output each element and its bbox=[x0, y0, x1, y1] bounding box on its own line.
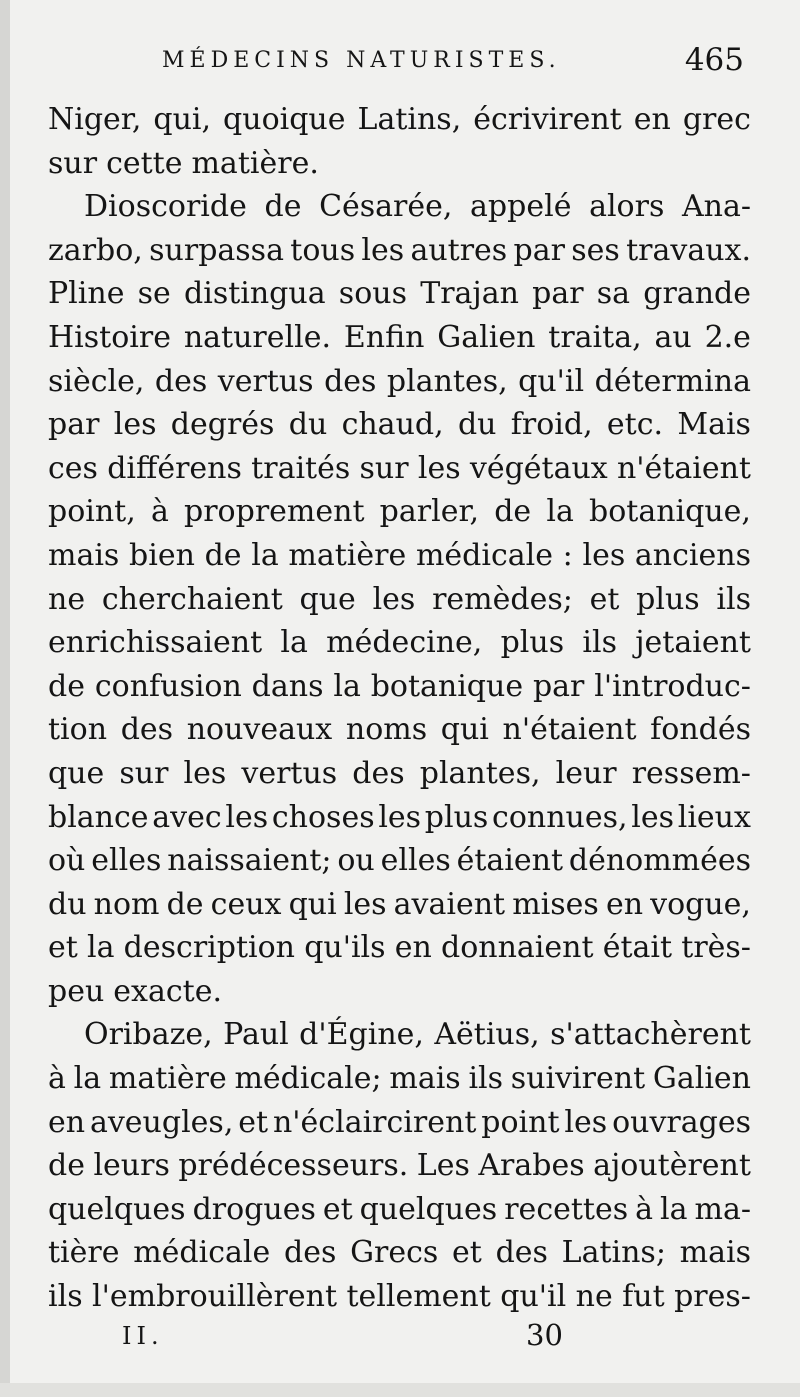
page-left-shadow bbox=[0, 0, 10, 1397]
word: l'introduc- bbox=[594, 668, 751, 704]
word: ses bbox=[571, 232, 620, 268]
word: Dioscoride bbox=[84, 189, 247, 225]
word: peu bbox=[48, 973, 105, 1009]
word: fut bbox=[622, 1279, 665, 1315]
word: sous bbox=[338, 276, 407, 312]
word: sur bbox=[359, 450, 409, 486]
word: Latins, bbox=[357, 102, 462, 137]
word: les bbox=[183, 755, 227, 791]
signature-mark: II. bbox=[122, 1322, 164, 1350]
word: botanique bbox=[370, 668, 524, 704]
word: travaux. bbox=[626, 232, 751, 268]
word: à bbox=[48, 1061, 66, 1097]
text-line bbox=[48, 883, 751, 927]
word: 2.e bbox=[704, 319, 751, 355]
word: lieux bbox=[677, 799, 751, 835]
word: qu'il bbox=[518, 363, 585, 399]
word: distingua bbox=[184, 276, 326, 312]
word: botanique, bbox=[589, 494, 751, 530]
word: dénommées bbox=[568, 843, 751, 879]
word: des bbox=[495, 1235, 548, 1271]
word: la bbox=[251, 537, 279, 573]
word: surpassa bbox=[149, 232, 284, 268]
word: point, bbox=[48, 494, 136, 530]
word: recettes bbox=[504, 1191, 629, 1227]
word: ces bbox=[48, 450, 98, 486]
word: du bbox=[457, 407, 497, 443]
word: ajoutèrent bbox=[593, 1148, 751, 1184]
word: de bbox=[264, 189, 302, 225]
page-bottom-margin bbox=[0, 1383, 800, 1397]
word: écrivirent bbox=[473, 102, 622, 137]
word: leur bbox=[555, 755, 617, 791]
word: différens bbox=[107, 450, 242, 486]
word: des bbox=[283, 1235, 337, 1271]
word: degrés bbox=[170, 407, 275, 443]
word: mais bbox=[679, 1235, 751, 1271]
page-footer bbox=[122, 1318, 592, 1362]
word: les bbox=[417, 450, 461, 486]
word: du bbox=[48, 886, 87, 922]
word: ou bbox=[337, 843, 375, 879]
word: n'étaient bbox=[616, 450, 751, 486]
word: d'Égine, bbox=[299, 1017, 424, 1053]
word: aveugles, bbox=[89, 1104, 234, 1140]
word: la bbox=[280, 625, 308, 661]
text-line bbox=[48, 1275, 751, 1319]
word: siècle, bbox=[48, 363, 145, 399]
text-line bbox=[48, 839, 751, 883]
word: les bbox=[631, 799, 674, 835]
word: les bbox=[343, 886, 387, 922]
word: vertus bbox=[241, 755, 338, 791]
word: Latins; bbox=[561, 1235, 666, 1271]
word: et bbox=[322, 1191, 353, 1227]
word: quelques bbox=[359, 1191, 498, 1227]
word: tous bbox=[290, 232, 356, 268]
text-line bbox=[48, 578, 751, 622]
word: plus bbox=[500, 625, 565, 661]
word: bien bbox=[129, 537, 195, 573]
word: donnaient bbox=[441, 930, 594, 966]
word: matière. bbox=[191, 145, 319, 181]
word: naturelle. bbox=[183, 319, 331, 355]
text-line bbox=[48, 708, 751, 752]
word: de bbox=[204, 537, 242, 573]
word: Les bbox=[416, 1148, 470, 1184]
word: avec bbox=[152, 799, 222, 835]
sheet-number: 30 bbox=[526, 1318, 563, 1352]
word: vertus bbox=[217, 363, 314, 399]
text-line bbox=[48, 752, 751, 796]
word: de bbox=[166, 886, 204, 922]
word: plus bbox=[424, 799, 489, 835]
word: grande bbox=[643, 276, 751, 312]
text-line bbox=[48, 621, 751, 665]
word: description bbox=[123, 930, 295, 966]
text-line bbox=[48, 970, 751, 1014]
word: s'attachèrent bbox=[550, 1017, 751, 1053]
word: la bbox=[73, 1061, 102, 1097]
text-line bbox=[48, 1231, 751, 1275]
word: : bbox=[562, 537, 573, 573]
word: les bbox=[225, 799, 269, 835]
word: qu'il bbox=[500, 1279, 567, 1315]
word: Aëtius, bbox=[434, 1017, 540, 1053]
word: Enfin bbox=[343, 319, 425, 355]
word: plantes, bbox=[419, 755, 541, 791]
word: point bbox=[481, 1104, 560, 1140]
text-line bbox=[48, 490, 751, 534]
word: et bbox=[589, 581, 620, 617]
word: de bbox=[48, 668, 85, 704]
word: exacte. bbox=[113, 973, 222, 1009]
word: et bbox=[452, 1235, 482, 1271]
word: se bbox=[137, 276, 171, 312]
word: avaient bbox=[393, 886, 506, 922]
word: Galien bbox=[652, 1061, 751, 1097]
word: quoique bbox=[223, 102, 346, 137]
word: plus bbox=[636, 581, 700, 617]
word: qui bbox=[440, 712, 489, 748]
word: fondés bbox=[650, 712, 751, 748]
word: médecine, bbox=[326, 625, 483, 661]
word: ils bbox=[468, 1061, 504, 1097]
word: etc. bbox=[606, 407, 664, 443]
text-line bbox=[48, 1144, 751, 1188]
text-line bbox=[48, 1013, 751, 1057]
text-line bbox=[48, 665, 751, 709]
text-line bbox=[48, 796, 751, 840]
word: ils bbox=[716, 581, 751, 617]
word: prédécesseurs. bbox=[178, 1148, 409, 1184]
word: les bbox=[564, 1104, 608, 1140]
word: quelques bbox=[48, 1191, 186, 1227]
word: était bbox=[602, 930, 673, 966]
text-line bbox=[48, 272, 751, 316]
word: les bbox=[372, 581, 416, 617]
word: en bbox=[394, 930, 432, 966]
word: remèdes; bbox=[432, 581, 573, 617]
word: par bbox=[48, 407, 100, 443]
word: Histoire bbox=[48, 319, 171, 355]
word: la bbox=[87, 930, 115, 966]
word: suivirent bbox=[510, 1061, 646, 1097]
word: cherchaient bbox=[101, 581, 283, 617]
running-head bbox=[60, 42, 750, 82]
word: blance bbox=[48, 799, 149, 835]
word: la bbox=[660, 1191, 688, 1227]
word: au bbox=[654, 319, 692, 355]
word: autres bbox=[410, 232, 508, 268]
word: médicale; bbox=[234, 1061, 382, 1097]
text-line bbox=[48, 1057, 751, 1101]
text-line bbox=[48, 447, 751, 491]
word: connues, bbox=[492, 799, 628, 835]
word: des bbox=[352, 755, 405, 791]
word: ils bbox=[582, 625, 617, 661]
word: appelé bbox=[470, 189, 572, 225]
word: à bbox=[635, 1191, 654, 1227]
word: où bbox=[48, 843, 86, 879]
word: mais bbox=[389, 1061, 461, 1097]
text-line bbox=[48, 142, 751, 186]
word: n'étaient bbox=[502, 712, 637, 748]
word: Grecs bbox=[350, 1235, 439, 1271]
word: sur bbox=[119, 755, 169, 791]
word: ceux bbox=[210, 886, 282, 922]
word: la bbox=[333, 668, 361, 704]
word: en bbox=[48, 1104, 86, 1140]
word: leurs bbox=[93, 1148, 170, 1184]
page-number: 465 bbox=[684, 42, 744, 78]
word: qu'ils bbox=[304, 930, 386, 966]
word: mises bbox=[512, 886, 599, 922]
word: tière bbox=[48, 1235, 120, 1271]
running-title: MÉDECINS NATURISTES. bbox=[162, 48, 561, 73]
word: nouveaux bbox=[186, 712, 333, 748]
word: très- bbox=[681, 930, 751, 966]
word: Oribaze, bbox=[84, 1017, 213, 1053]
text-line bbox=[48, 1188, 751, 1232]
word: à bbox=[150, 494, 169, 530]
word: la bbox=[546, 494, 574, 530]
word: matière bbox=[108, 1061, 227, 1097]
word: vogue, bbox=[650, 886, 751, 922]
text-line bbox=[48, 926, 751, 970]
word: grec bbox=[682, 102, 751, 137]
word: Pline bbox=[48, 276, 125, 312]
word: elles bbox=[380, 843, 451, 879]
word: que bbox=[299, 581, 356, 617]
text-line bbox=[48, 185, 751, 229]
word: par bbox=[513, 232, 565, 268]
word: noms bbox=[345, 712, 428, 748]
word: choses bbox=[271, 799, 375, 835]
word: en bbox=[605, 886, 644, 922]
word: de bbox=[494, 494, 532, 530]
text-line bbox=[48, 98, 751, 142]
word: ma- bbox=[694, 1191, 751, 1227]
word: Niger, bbox=[48, 102, 142, 137]
word: végétaux bbox=[469, 450, 608, 486]
word: ouvrages bbox=[612, 1104, 751, 1140]
word: les bbox=[361, 232, 405, 268]
word: Galien bbox=[437, 319, 536, 355]
word: Césarée, bbox=[319, 189, 453, 225]
word: par bbox=[532, 276, 584, 312]
word: anciens bbox=[634, 537, 751, 573]
word: sa bbox=[596, 276, 631, 312]
word: cette bbox=[106, 145, 183, 181]
word: Mais bbox=[677, 407, 751, 443]
word: tion bbox=[48, 712, 108, 748]
word: Arabes bbox=[478, 1148, 585, 1184]
word: de bbox=[48, 1148, 85, 1184]
word: jetaient bbox=[635, 625, 751, 661]
word: sur bbox=[48, 145, 98, 181]
word: des bbox=[120, 712, 174, 748]
text-line bbox=[48, 534, 751, 578]
word: que bbox=[48, 755, 105, 791]
word: des bbox=[154, 363, 208, 399]
word: ils bbox=[48, 1279, 83, 1315]
word: Paul bbox=[223, 1017, 289, 1053]
word: elles bbox=[91, 843, 162, 879]
body-text bbox=[48, 98, 751, 1319]
word: chaud, bbox=[341, 407, 444, 443]
word: drogues bbox=[192, 1191, 316, 1227]
text-line bbox=[48, 403, 751, 447]
text-line bbox=[48, 316, 751, 360]
word: par bbox=[532, 668, 585, 704]
word: en bbox=[633, 102, 671, 137]
word: les bbox=[113, 407, 157, 443]
word: étaient bbox=[456, 843, 563, 879]
word: et bbox=[238, 1104, 269, 1140]
word: traita, bbox=[548, 319, 642, 355]
word: Trajan bbox=[420, 276, 519, 312]
word: traités bbox=[251, 450, 351, 486]
word: zarbo, bbox=[48, 232, 143, 268]
word: médicale bbox=[415, 537, 553, 573]
text-line bbox=[48, 360, 751, 404]
word: qui, bbox=[153, 102, 212, 137]
word: détermina bbox=[594, 363, 751, 399]
word: ne bbox=[575, 1279, 613, 1315]
word: et bbox=[48, 930, 78, 966]
word: mais bbox=[48, 537, 120, 573]
word: confusion bbox=[94, 668, 242, 704]
word: médicale bbox=[133, 1235, 271, 1271]
word: pres- bbox=[674, 1279, 751, 1315]
word: les bbox=[582, 537, 626, 573]
word: du bbox=[288, 407, 328, 443]
word: des bbox=[324, 363, 377, 399]
word: dans bbox=[251, 668, 324, 704]
word: tellement bbox=[346, 1279, 491, 1315]
word: ressem- bbox=[631, 755, 751, 791]
word: matière bbox=[288, 537, 407, 573]
word: naissaient; bbox=[167, 843, 332, 879]
text-line bbox=[48, 1101, 751, 1145]
word: proprement bbox=[184, 494, 365, 530]
word: n'éclaircirent bbox=[272, 1104, 477, 1140]
word: parler, bbox=[379, 494, 480, 530]
word: alors bbox=[589, 189, 665, 225]
word: plantes, bbox=[386, 363, 508, 399]
word: l'embrouillèrent bbox=[92, 1279, 338, 1315]
word: enrichissaient bbox=[48, 625, 263, 661]
word: Ana- bbox=[681, 189, 751, 225]
word: ne bbox=[48, 581, 86, 617]
word: froid, bbox=[510, 407, 593, 443]
text-line bbox=[48, 229, 751, 273]
word: nom bbox=[93, 886, 160, 922]
word: les bbox=[378, 799, 422, 835]
word: qui bbox=[288, 886, 337, 922]
